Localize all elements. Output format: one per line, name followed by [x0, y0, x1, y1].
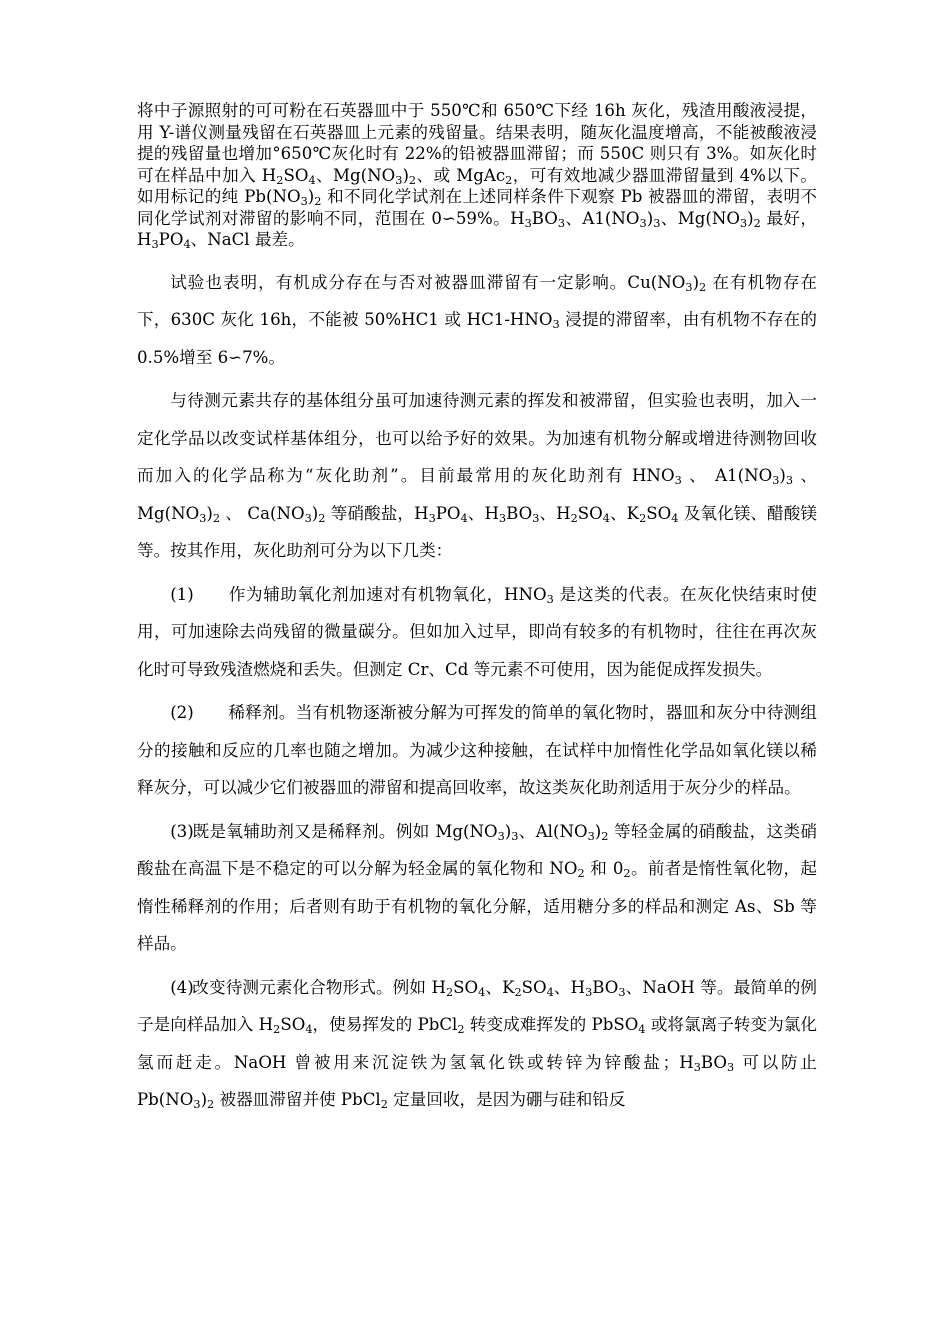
list-item-4	[137, 969, 817, 1119]
list-text: 作为辅助氧化剂加速对有机物氧化，$HNO_3$ 是这类的代表。在灰化快结束时使用，可加速除去尚残留的微量碳分。但如加入过早，即尚有较多的有机物时，往往在再次灰化时可导致残渣燃烧和丢失。但测定 Cr、Cd 等元素不可使用，因为能促成挥发损失。	[137, 584, 818, 679]
list-item-1	[137, 576, 817, 689]
paragraph-3: 与待测元素共存的基体组分虽可加速待测元素的挥发和被滞留，但实验也表明，加入一定化学品以改变试样基体组分，也可以给予好的效果。为加速有机物分解或增进待测物回收而加入的化学品称为“灰化助剂”。目前最常用的灰化助剂有 $HNO_3$ 、 $A1(NO_3)_3$ 、 $Mg(NO_3)_2$ 、 $Ca(NO_3)_2$ 等硝酸盐，$H_3PO_4$、$H_3BO_3$、$H_2SO_4$、$K_2SO_4$ 及氧化镁、醋酸镁等。按其作用，灰化助剂可分为以下几类：	[137, 391, 817, 560]
paragraph-2: 试验也表明，有机成分存在与否对被器皿滞留有一定影响。$Cu(NO_3)_2$ 在有机物存在下，630C 灰化 16h，不能被 50%HC1 或 $HC1-HNO_3$ 浸提的滞留率，由有机物不存在的 0.5%增至 6∽7%。	[137, 272, 818, 367]
list-item-2	[137, 694, 817, 807]
list-text: 稀释剂。当有机物逐渐被分解为可挥发的简单的氧化物时，器皿和灰分中待测组分的接触和反应的几率也随之增加。为减少这种接触，在试样中加惰性化学品如氧化镁以稀释灰分，可以减少它们被器皿的滞留和提高回收率，故这类灰化助剂适用于灰分少的样品。	[137, 703, 817, 797]
list-number: (1)	[170, 584, 194, 604]
list-number: (4)	[170, 977, 194, 997]
document-body	[137, 100, 817, 1125]
list-text: 既是氧辅助剂又是稀释剂。例如 $Mg(NO_3)_3$、$Al(NO_3)_2$ 等轻金属的硝酸盐，这类硝酸盐在高温下是不稳定的可以分解为轻金属的氧化物和 $NO_2$ 和 $0_2$。前者是惰性氧化物，起惰性稀释剂的作用；后者则有助于有机物的氧化分解，适用糖分多的样品和测定 As、Sb 等样品。	[137, 821, 818, 953]
list-number: (2)	[170, 703, 194, 722]
list-text: 改变待测元素化合物形式。例如 $H_2SO_4$、$K_2SO_4$、$H_3BO_3$、NaOH 等。最简单的例子是向样品加入 $H_2SO_4$，使易挥发的 PbCl$_2$ 转变成难挥发的 PbSO$_4$ 或将氯离子转变为氯化氢而赶走。NaOH 曾被用来沉淀铁为氢氧化铁或转锌为锌酸盐；$H_3BO_3$ 可以防止 $Pb(NO_3)_2$ 被器皿滞留并使 PbCl$_2$ 定量回收，是因为硼与硅和铅反	[137, 977, 817, 1112]
paragraph-1: 将中子源照射的可可粉在石英器皿中于 550℃和 650℃下经 16h 灰化，残渣用酸液浸提，用 Y-谱仪测量残留在石英器皿上元素的残留量。结果表明，随灰化温度增高，不能被酸液浸提的残留量也增加°650℃灰化时有 22%的铅被器皿滞留；而 550C 则只有 3%。如灰化时可在样品中加入 $H_2SO_4$、$Mg(NO_3)_2$、或 MgAc$_2$，可有效地减少器皿滞留量到 4%以下。如用标记的纯 $Pb(NO_3)_2$ 和不同化学试剂在上述同样条件下观察 Pb 被器皿的滞留，表明不同化学试剂对滞留的影响不同，范围在 0∽59%。$H_3BO_3$、$A1(NO_3)_3$、$Mg(NO_3)_2$ 最好，$H_3PO_4$、NaCl 最差。	[137, 101, 818, 252]
list-number: (3)	[170, 821, 194, 841]
list-item-3	[137, 813, 817, 963]
